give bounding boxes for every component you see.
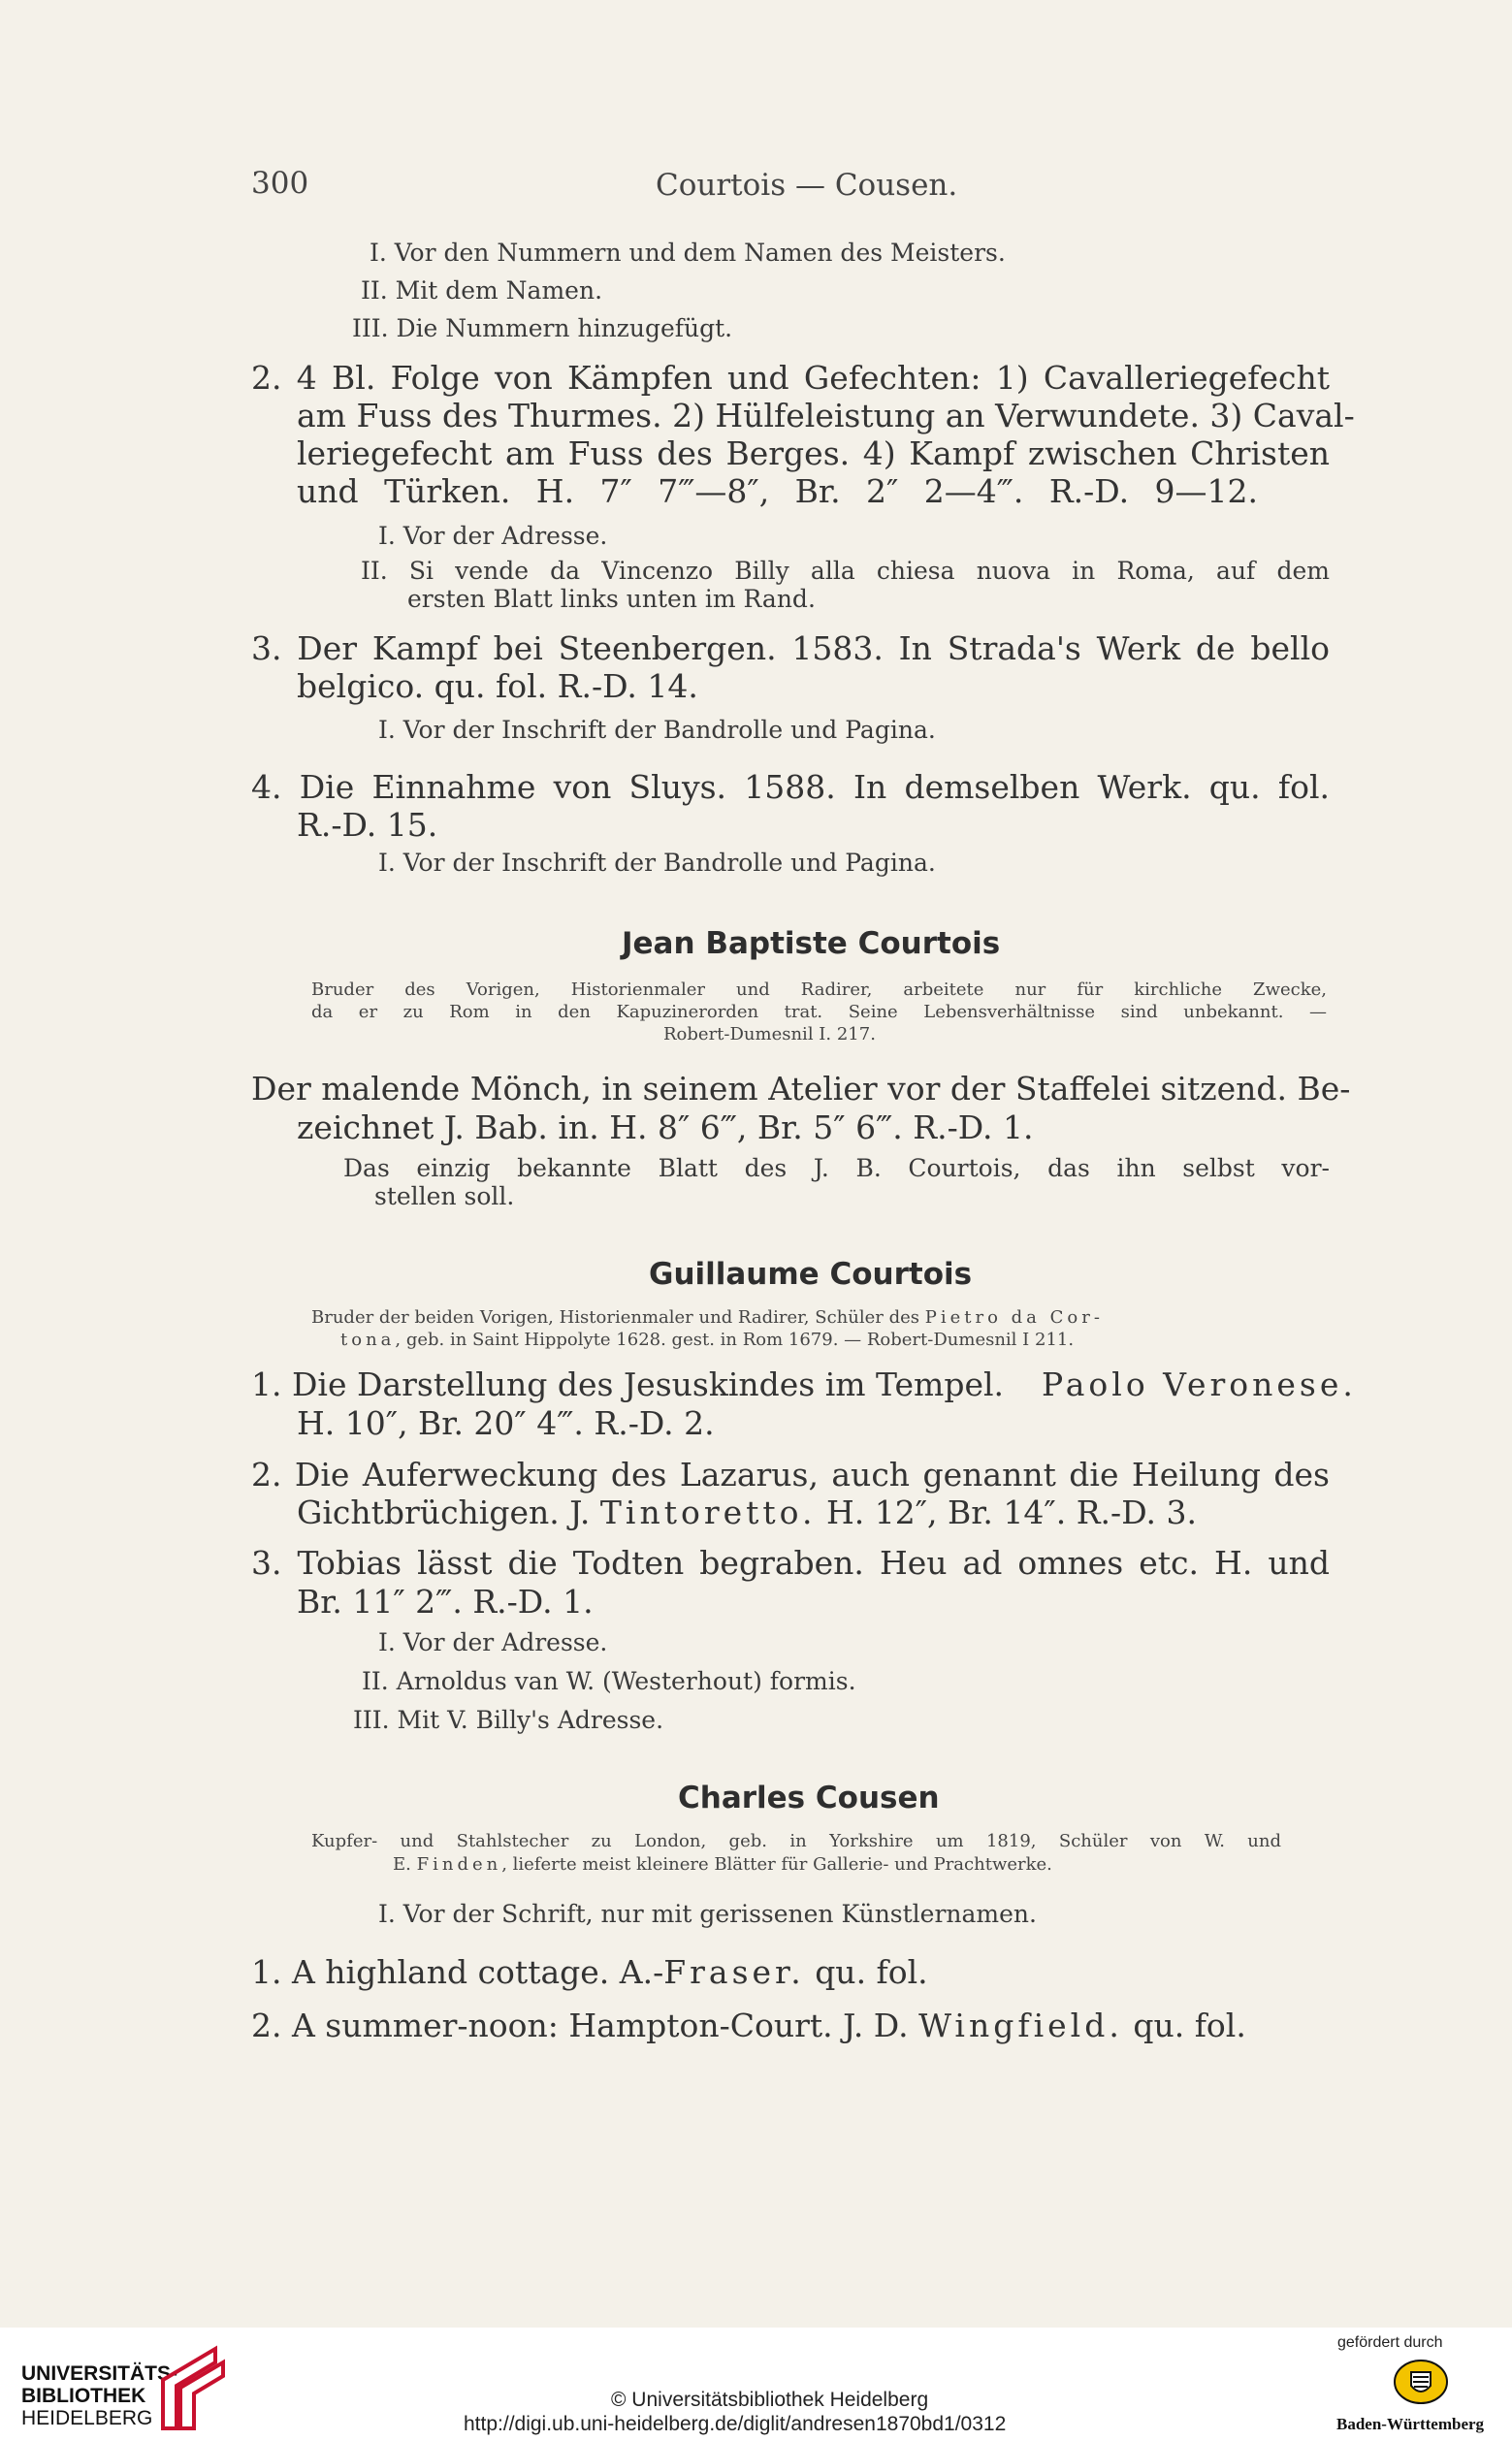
state-line: ersten Blatt links unten im Rand. — [407, 585, 816, 613]
source-url[interactable]: http://digi.ub.uni-heidelberg.de/diglit/andresen1870bd1/0312 — [464, 2413, 1007, 2435]
bio-text: Bruder der beiden Vorigen, Historienmaler und Radirer, Schüler des — [311, 1307, 919, 1328]
state-line: II. Si vende da Vincenzo Billy alla chiesa nuova in Roma, auf dem — [361, 557, 1330, 585]
artist-name: Pietro da Cor- — [924, 1307, 1104, 1328]
bio-line: Kupfer- und Stahlstecher zu London, geb. in Yorkshire um 1819, Schüler von W. und — [311, 1831, 1281, 1851]
entry-line: Br. 11″ 2‴. R.-D. 1. — [297, 1583, 594, 1621]
entry-line: 2. 4 Bl. Folge von Kämpfen und Gefechten: 1) Cavalleriegefecht — [251, 359, 1330, 397]
entry-line — [297, 1494, 1197, 1531]
entry-text: Gichtbrüchigen. J. — [297, 1494, 591, 1531]
entry-line: 3. Tobias lässt die Todten begraben. Heu ad omnes etc. H. und — [251, 1544, 1330, 1582]
section-title: Guillaume Courtois — [649, 1257, 973, 1292]
artist-name: Wingfield. — [918, 2007, 1123, 2044]
note-line: Das einzig bekannte Blatt des J. B. Courtois, das ihn selbst vor- — [343, 1154, 1330, 1182]
state-line: I. Vor der Schrift, nur mit gerissenen Künstlernamen. — [378, 1900, 1037, 1928]
state-coat-of-arms-icon — [1393, 2359, 1449, 2405]
entry-line: 2. Die Auferweckung des Lazarus, auch genannt die Heilung des — [251, 1456, 1330, 1494]
bio-text: E. — [393, 1854, 411, 1875]
state-line: III. Die Nummern hinzugefügt. — [352, 314, 733, 342]
entry-line: belgico. qu. fol. R.-D. 14. — [297, 667, 698, 705]
entry-line: leriegefecht am Fuss des Berges. 4) Kampf zwischen Christen — [297, 434, 1330, 472]
copyright-text: © Universitätsbibliothek Heidelberg — [611, 2389, 929, 2411]
entry-line: Der malende Mönch, in seinem Atelier vor der Staffelei sitzend. Be- — [251, 1070, 1351, 1108]
state-line: I. Vor der Inschrift der Bandrolle und Pagina. — [378, 849, 936, 877]
state-line: III. Mit V. Billy's Adresse. — [353, 1706, 664, 1734]
sponsor-name: Baden-Württemberg — [1336, 2415, 1485, 2433]
running-title: Courtois — Cousen. — [656, 168, 958, 203]
note-line: stellen soll. — [374, 1182, 515, 1210]
entry-line: am Fuss des Thurmes. 2) Hülfeleistung an Verwundete. 3) Caval- — [297, 397, 1355, 434]
state-line: I. Vor den Nummern und dem Namen des Meisters. — [370, 239, 1006, 267]
entry-line — [251, 2007, 1246, 2044]
entry-text: H. 12″, Br. 14″. R.-D. 3. — [825, 1494, 1197, 1531]
library-name-line2: BIBLIOTHEK — [21, 2385, 146, 2407]
artist-name: Finden — [416, 1854, 502, 1875]
state-line: I. Vor der Adresse. — [378, 1628, 608, 1656]
bio-line — [340, 1332, 1074, 1349]
entry-line: und Türken. H. 7″ 7‴—8″, Br. 2″ 2—4‴. R.-D. 9—12. — [297, 472, 1258, 510]
entry-line: 1. Die Darstellung des Jesuskindes im Tempel. — [251, 1365, 1005, 1403]
bio-line: Robert-Dumesnil I. 217. — [663, 1024, 876, 1044]
entry-text: 1. A highland cottage. A.- — [251, 1953, 664, 1991]
state-line: II. Mit dem Namen. — [361, 276, 603, 305]
bio-line: da er zu Rom in den Kapuzinerorden trat. Seine Lebensverhältnisse sind unbekannt. — — [311, 1002, 1327, 1022]
page-number: 300 — [251, 166, 309, 201]
library-name-line1: UNIVERSITÄTS- — [21, 2362, 178, 2385]
library-logo-icon — [155, 2341, 233, 2436]
artist-name: Paolo Veronese. — [1042, 1365, 1357, 1403]
entry-line: 3. Der Kampf bei Steenbergen. 1583. In Strada's Werk de bello — [251, 629, 1330, 667]
bio-line — [393, 1856, 1052, 1874]
section-title: Jean Baptiste Courtois — [622, 926, 1001, 961]
library-name-line3: HEIDELBERG — [21, 2407, 153, 2429]
entry-line — [251, 1953, 928, 1991]
artist-name: Tintoretto. — [599, 1494, 817, 1531]
entry-text: 2. A summer-noon: Hampton-Court. J. D. — [251, 2007, 909, 2044]
state-line: I. Vor der Adresse. — [378, 522, 608, 550]
state-line: II. Arnoldus van W. (Westerhout) formis. — [362, 1667, 856, 1695]
entry-text: qu. fol. — [815, 1953, 928, 1991]
entry-line: zeichnet J. Bab. in. H. 8″ 6‴, Br. 5″ 6‴. R.-D. 1. — [297, 1108, 1034, 1146]
entry-line: R.-D. 15. — [297, 806, 438, 844]
entry-line: 4. Die Einnahme von Sluys. 1588. In demselben Werk. qu. fol. — [251, 768, 1330, 806]
footer-bar — [0, 2328, 1512, 2441]
artist-name: Fraser. — [663, 1953, 805, 1991]
state-line: I. Vor der Inschrift der Bandrolle und Pagina. — [378, 716, 936, 744]
entry-text: qu. fol. — [1133, 2007, 1246, 2044]
bio-text: , lieferte meist kleinere Blätter für Gallerie- und Prachtwerke. — [501, 1854, 1052, 1875]
artist-name: tona — [340, 1330, 396, 1350]
entry-line: H. 10″, Br. 20″ 4‴. R.-D. 2. — [297, 1404, 715, 1442]
bio-text: , geb. in Saint Hippolyte 1628. gest. in Rom 1679. — Robert-Dumesnil I 211. — [395, 1330, 1075, 1350]
sponsor-label: gefördert durch — [1337, 2334, 1443, 2351]
bio-line — [311, 1309, 1104, 1327]
bio-line: Bruder des Vorigen, Historienmaler und Radirer, arbeitete nur für kirchliche Zwecke, — [311, 980, 1327, 1000]
section-title: Charles Cousen — [678, 1781, 940, 1815]
